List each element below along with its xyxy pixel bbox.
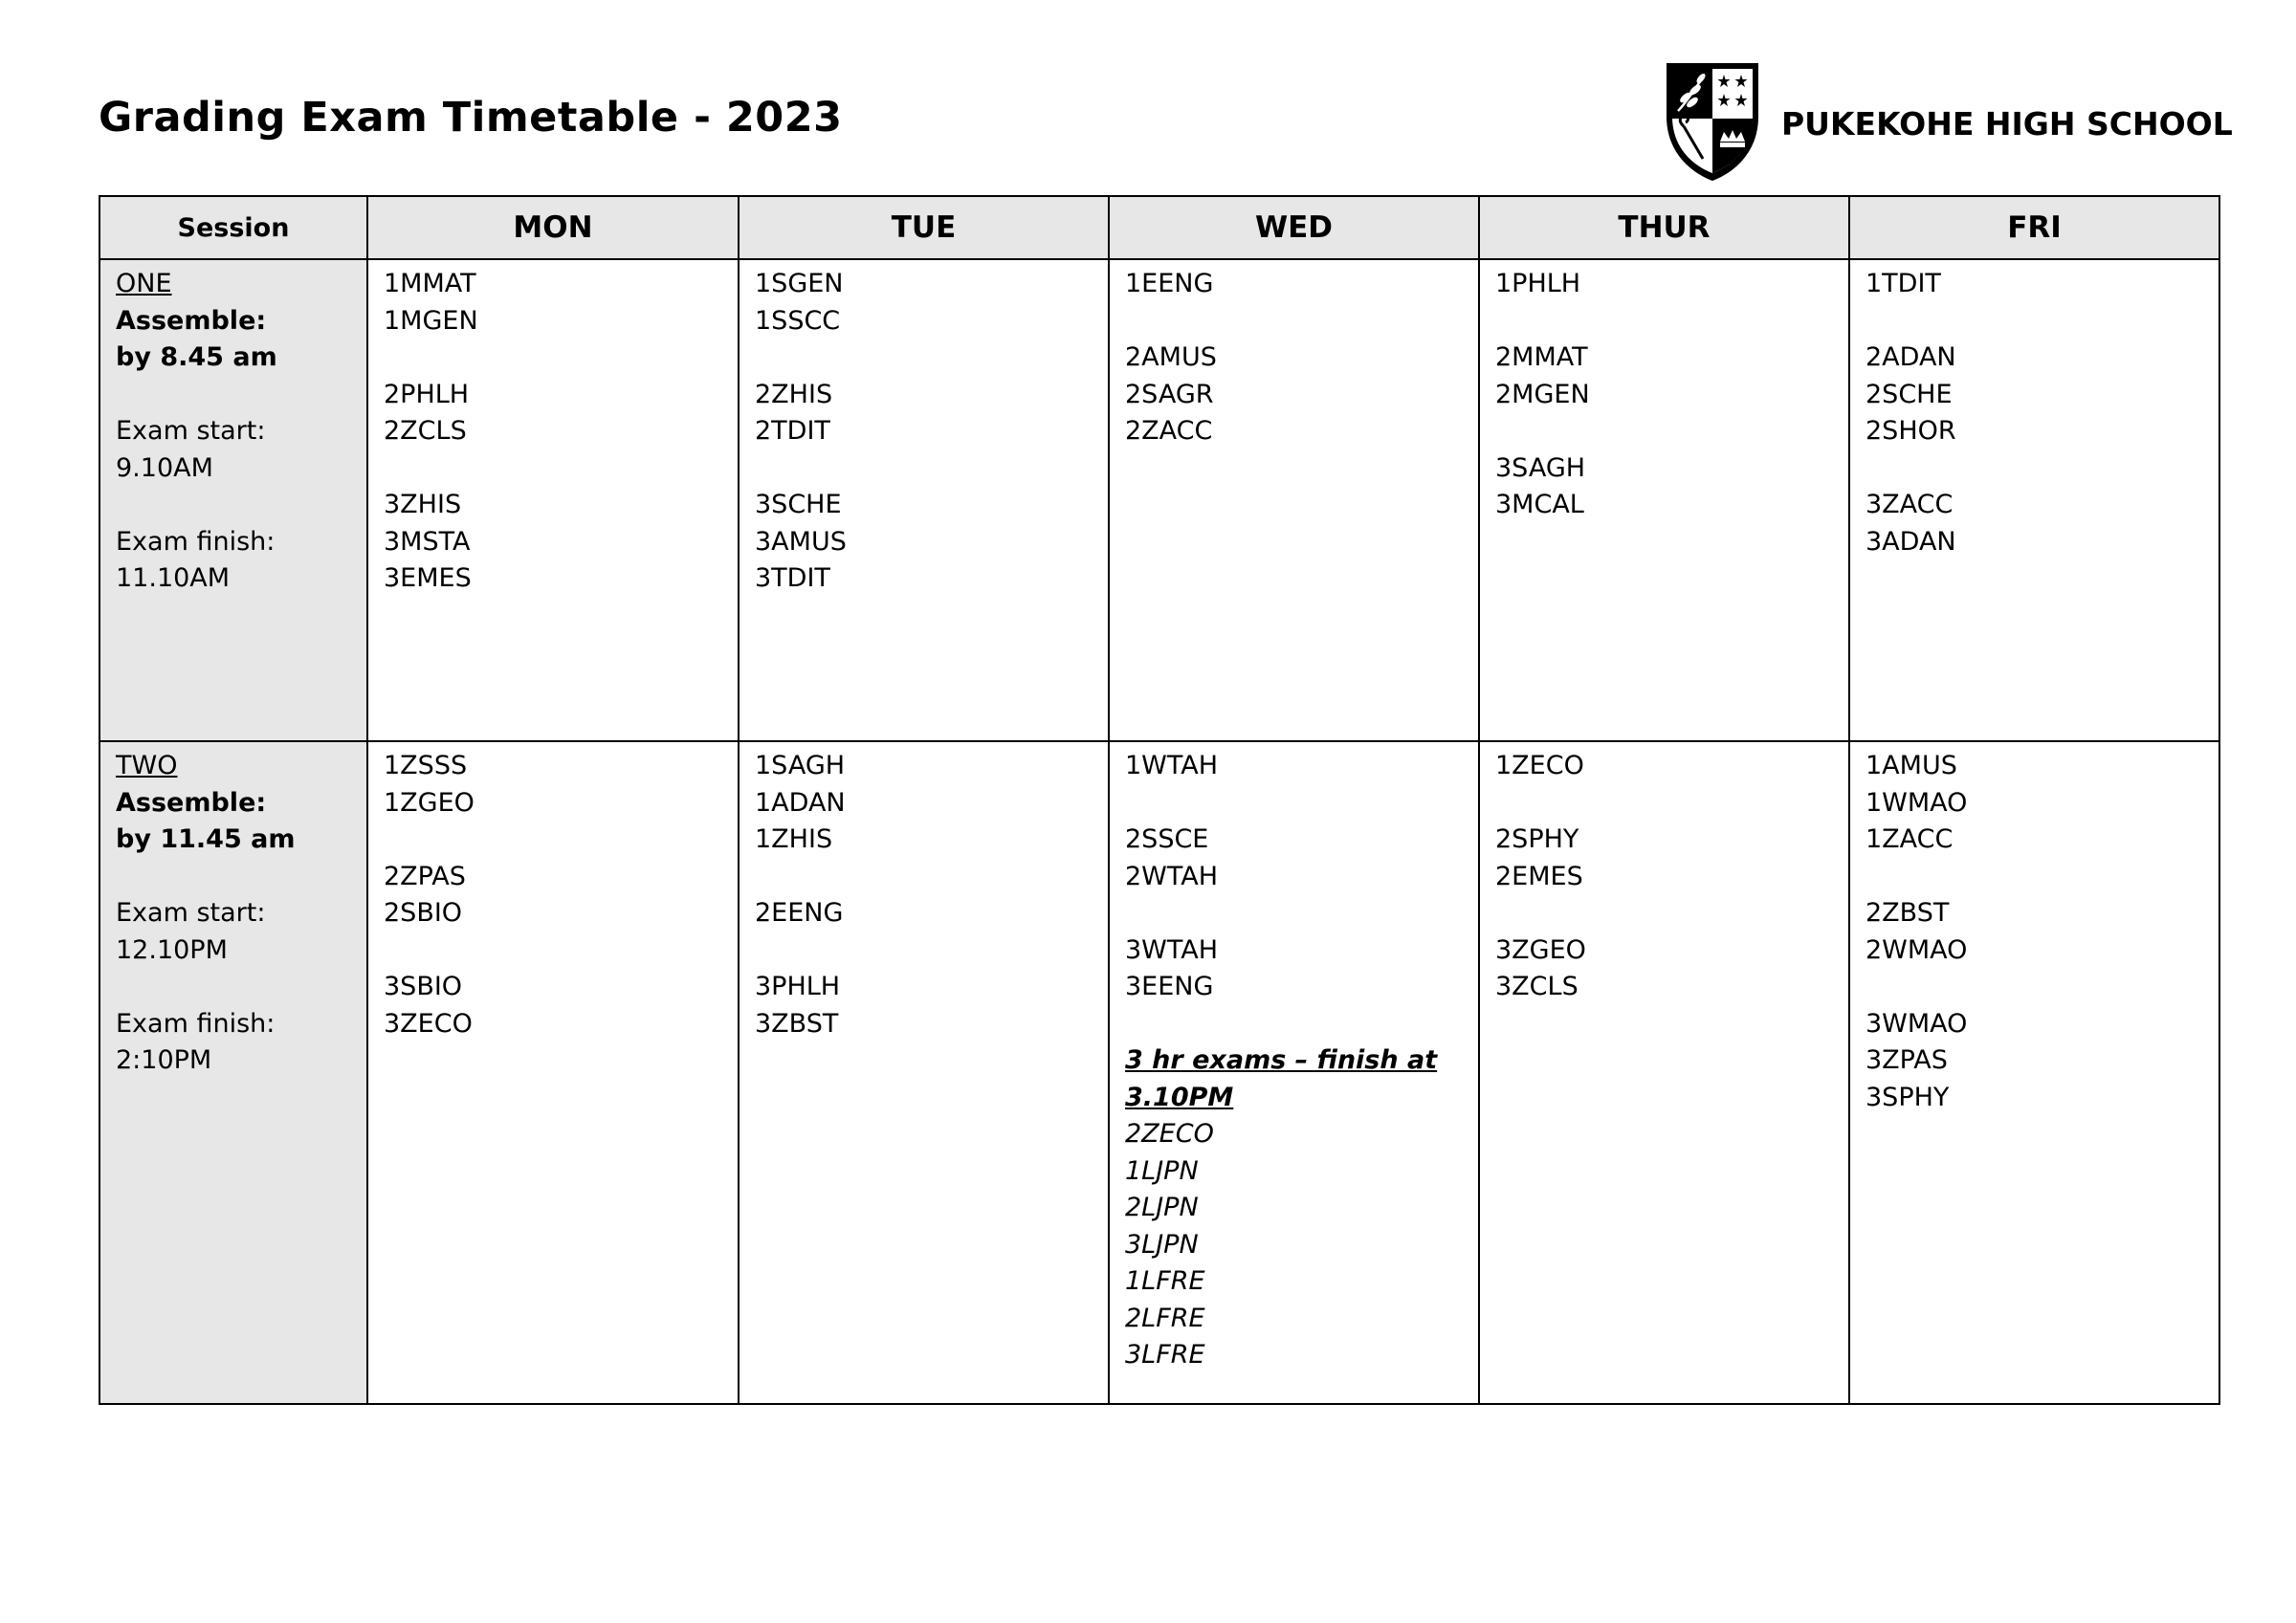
subject-code: 3ADAN xyxy=(1866,526,1956,557)
header-fri: FRI xyxy=(1849,196,2219,259)
subject-code: 2SHOR xyxy=(1866,416,1956,446)
subject-code: 3WMAO xyxy=(1866,1008,1968,1039)
session-row-two xyxy=(99,741,2219,1404)
subject-code: 1TDIT xyxy=(1866,269,1941,298)
assemble-label: Assemble: xyxy=(116,305,267,336)
subject-code: 2LJPN xyxy=(1125,1193,1199,1222)
subject-code: 3PHLH xyxy=(755,972,841,1001)
assemble-time: by 11.45 am xyxy=(116,824,296,854)
subject-code: 3LFRE xyxy=(1125,1340,1205,1370)
spacer xyxy=(1495,303,1833,340)
spacer xyxy=(1495,785,1833,822)
assemble-time: by 8.45 am xyxy=(116,342,277,372)
spacer xyxy=(384,932,722,970)
day-cell-thur xyxy=(1479,741,1849,1404)
subject-code: 2ADAN xyxy=(1866,342,1956,372)
subject-code: 2SSCE xyxy=(1125,824,1209,854)
subject-code: 2AMUS xyxy=(1125,342,1217,372)
subject-code: 1ZECO xyxy=(1495,751,1584,780)
subject-code: 3ZACC xyxy=(1866,490,1954,519)
header-wed: WED xyxy=(1109,196,1479,259)
subject-code: 1ZACC xyxy=(1866,824,1954,854)
subject-code: 3EENG xyxy=(1125,972,1214,1001)
start-label: Exam start: xyxy=(116,416,266,446)
session-name: ONE xyxy=(116,269,172,298)
subject-code: 2PHLH xyxy=(384,379,470,409)
subject-code: 1ZHIS xyxy=(755,824,833,854)
subject-code: 1SAGH xyxy=(755,751,846,780)
subject-code: 2EMES xyxy=(1495,861,1583,891)
subject-code: 3SPHY xyxy=(1866,1082,1950,1112)
finish-label: Exam finish: xyxy=(116,526,276,557)
spacer xyxy=(116,377,351,414)
assemble-label: Assemble: xyxy=(116,787,267,818)
spacer xyxy=(1125,895,1463,932)
subject-code: 3SBIO xyxy=(384,972,463,1001)
subject-code: 3MCAL xyxy=(1495,490,1584,519)
subject-code: 2ZCLS xyxy=(384,416,467,446)
subject-code: 1WMAO xyxy=(1866,787,1968,818)
subject-code: 3SAGH xyxy=(1495,452,1586,483)
start-label: Exam start: xyxy=(116,898,266,928)
subject-code: 2ZECO xyxy=(1125,1119,1214,1149)
subject-code: 1ZSSS xyxy=(384,751,468,780)
subject-code: 2EENG xyxy=(755,898,844,928)
spacer xyxy=(755,340,1093,377)
subject-code: 2SCHE xyxy=(1866,379,1953,409)
header-session: Session xyxy=(99,196,367,259)
spacer xyxy=(384,340,722,377)
subject-code: 2ZHIS xyxy=(755,379,833,409)
subject-code: 3MSTA xyxy=(384,526,471,557)
page-title: Grading Exam Timetable - 2023 xyxy=(99,94,843,142)
finish-time: 2:10PM xyxy=(116,1045,212,1075)
subject-code: 2MMAT xyxy=(1495,342,1588,372)
spacer xyxy=(384,822,722,859)
subject-code: 3AMUS xyxy=(755,526,847,557)
subject-code: 3ZHIS xyxy=(384,490,462,519)
day-cell-mon xyxy=(367,259,739,741)
subject-code: 3ZGEO xyxy=(1495,934,1586,965)
finish-label: Exam finish: xyxy=(116,1008,276,1039)
subject-code: 3ZCLS xyxy=(1495,972,1578,1001)
subject-code: 2ZPAS xyxy=(384,861,466,891)
session-cell-one xyxy=(99,259,367,741)
spacer xyxy=(1495,413,1833,450)
subject-code: 1MGEN xyxy=(384,305,478,336)
school-name: PUKEKOHE HIGH SCHOOL xyxy=(1781,105,2233,143)
subject-code: 3ZPAS xyxy=(1866,1045,1948,1075)
header-thur: THUR xyxy=(1479,196,1849,259)
spacer xyxy=(755,450,1093,488)
spacer xyxy=(1125,785,1463,822)
day-cell-tue xyxy=(739,259,1109,741)
day-cell-fri xyxy=(1849,741,2219,1404)
start-time: 12.10PM xyxy=(116,934,228,965)
spacer xyxy=(1495,895,1833,932)
subject-code: 2MGEN xyxy=(1495,379,1590,409)
wed-codes xyxy=(1125,748,1463,1042)
timetable xyxy=(99,195,2220,1405)
spacer xyxy=(1125,1006,1463,1043)
session-cell-two xyxy=(99,741,367,1404)
finish-time: 11.10AM xyxy=(116,563,231,593)
spacer xyxy=(1866,303,2203,340)
header-mon: MON xyxy=(367,196,739,259)
day-cell-mon xyxy=(367,741,739,1404)
subject-code: 2TDIT xyxy=(755,416,830,446)
spacer xyxy=(1866,969,2203,1006)
three-hour-codes xyxy=(1125,1116,1463,1374)
day-cell-tue xyxy=(739,741,1109,1404)
subject-code: 1LJPN xyxy=(1125,1155,1199,1186)
subject-code: 3EMES xyxy=(384,563,472,593)
subject-code: 1AMUS xyxy=(1866,751,1957,780)
subject-code: 2SAGR xyxy=(1125,379,1214,409)
start-time: 9.10AM xyxy=(116,452,213,483)
subject-code: 3ZBST xyxy=(755,1008,839,1039)
subject-code: 1MMAT xyxy=(384,269,476,298)
subject-code: 1SSCC xyxy=(755,305,841,336)
subject-code: 1ZGEO xyxy=(384,787,475,818)
three-hour-note-time: 3.10PM xyxy=(1125,1082,1234,1112)
subject-code: 2WTAH xyxy=(1125,861,1219,891)
subject-code: 3LJPN xyxy=(1125,1229,1199,1260)
subject-code: 1EENG xyxy=(1125,269,1214,298)
subject-code: 1ADAN xyxy=(755,787,846,818)
spacer xyxy=(1866,450,2203,488)
subject-code: 3SCHE xyxy=(755,490,842,519)
header-tue: TUE xyxy=(739,196,1109,259)
session-row-one xyxy=(99,259,2219,741)
subject-code: 1SGEN xyxy=(755,269,844,298)
subject-code: 3ZECO xyxy=(384,1008,473,1039)
header-row xyxy=(99,196,2219,259)
three-hour-note: 3 hr exams – finish at xyxy=(1125,1045,1438,1075)
subject-code: 2LFRE xyxy=(1125,1303,1205,1333)
day-cell-wed xyxy=(1109,259,1479,741)
day-cell-wed xyxy=(1109,741,1479,1404)
spacer xyxy=(755,932,1093,970)
spacer xyxy=(1125,303,1463,340)
spacer xyxy=(116,969,351,1006)
subject-code: 1WTAH xyxy=(1125,751,1219,780)
spacer xyxy=(384,450,722,488)
day-cell-fri xyxy=(1849,259,2219,741)
subject-code: 2ZBST xyxy=(1866,898,1950,928)
spacer xyxy=(116,487,351,524)
subject-code: 2WMAO xyxy=(1866,934,1968,965)
subject-code: 1LFRE xyxy=(1125,1266,1205,1296)
subject-code: 2ZACC xyxy=(1125,416,1213,446)
subject-code: 1PHLH xyxy=(1495,269,1581,298)
subject-code: 3TDIT xyxy=(755,563,830,593)
subject-code: 2SBIO xyxy=(384,898,463,928)
day-cell-thur xyxy=(1479,259,1849,741)
spacer xyxy=(116,859,351,896)
session-name: TWO xyxy=(116,751,178,780)
spacer xyxy=(755,859,1093,896)
subject-code: 3WTAH xyxy=(1125,934,1219,965)
school-crest-icon xyxy=(1663,59,1762,184)
subject-code: 2SPHY xyxy=(1495,824,1579,854)
spacer xyxy=(1866,859,2203,896)
